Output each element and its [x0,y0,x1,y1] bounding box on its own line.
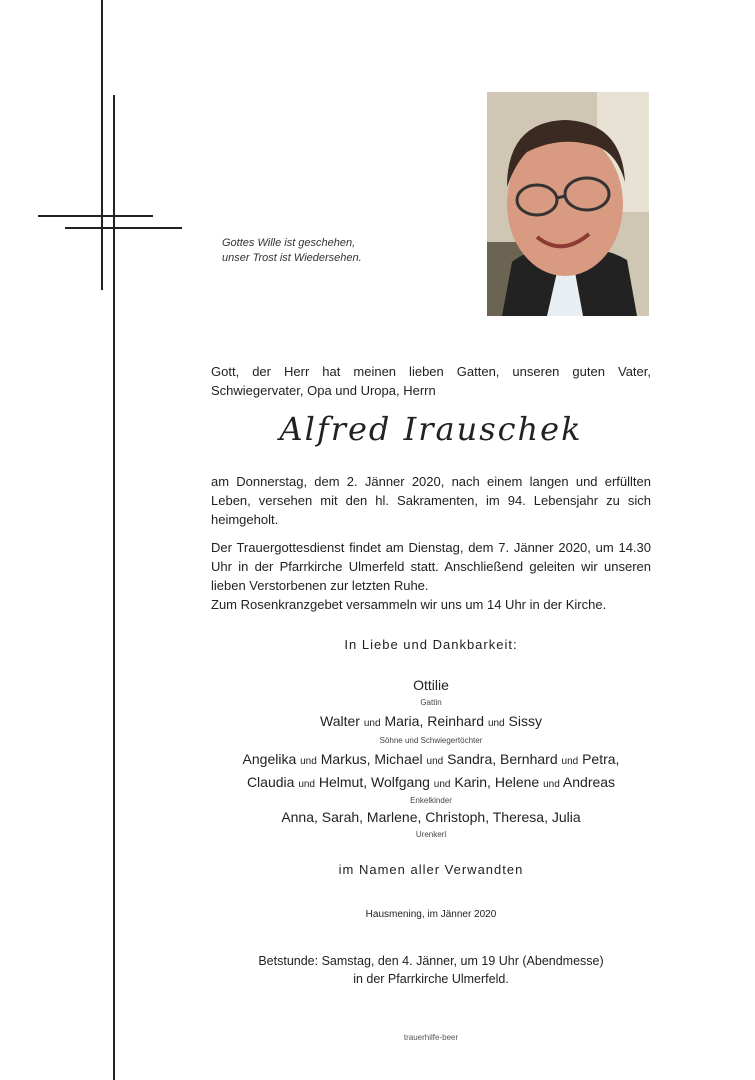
wife-name: Ottilie [413,677,449,693]
child-name: Walter [320,713,360,729]
in-name-of-relatives: im Namen aller Verwandten [338,862,524,877]
grandchildren-line-1 [211,749,651,772]
und-word: und [426,756,444,767]
family-great-grandchildren [211,809,651,843]
funeral-info: Der Trauergottesdienst findet am Dienstag, dem 7. Jänner 2020, um 14.30 Uhr in der Pfarrkirche Ulmerfeld statt. Anschließend geleiten wir unseren lieben Verstorbenen zur letzten Ruhe. [211,540,651,593]
und-word: und [363,718,381,729]
rosary-info: Zum Rosenkranzgebet versammeln wir uns um 14 Uhr in der Kirche. [211,597,607,612]
great-grandchildren-role: Urenkerl [415,830,447,839]
grandchild-name: Helmut, Wolfgang [318,774,430,790]
death-announcement: am Donnerstag, dem 2. Jänner 2020, nach einem langen und erfüllten Leben, versehen mit den hl. Sakramenten, im 94. Lebensjahr zu sich heimgeholt. [211,474,651,527]
portrait-illustration [487,92,649,316]
grandchild-name: Andreas [562,774,616,790]
cross-vertical-line-1 [101,0,103,290]
und-word: und [298,779,315,790]
grandchild-name: Karin, Helene [454,774,540,790]
cross-horizontal-line-2 [65,227,182,229]
children-role: Söhne und Schwiegertöchter [379,736,483,745]
und-word: und [487,718,505,729]
grandchild-name: Markus, Michael [320,751,423,767]
und-word: und [433,779,451,790]
children-names [211,713,651,732]
family-children [211,713,651,749]
family-grandchildren [211,749,651,807]
und-word: und [561,756,579,767]
grandchildren-role: Enkelkinder [410,796,452,805]
in-love-heading: In Liebe und Dankbarkeit: [344,637,518,652]
wife-role: Gattin [420,698,442,707]
footer-credit: trauerhilfe-beer [403,1033,459,1042]
family-wife [211,677,651,711]
child-name: Sissy [508,713,542,729]
great-grandchildren-names: Anna, Sarah, Marlene, Christoph, Theresa, Julia [281,809,581,825]
grandchild-name: Petra, [582,751,620,767]
motto-line-2: unser Trost ist Wiedersehen. [222,252,362,264]
intro-text: Gott, der Herr hat meinen lieben Gatten, unseren guten Vater, Schwiegervater, Opa und Uropa, Herrn [211,364,651,398]
prayer-info [211,952,651,988]
prayer-line-2: in der Pfarrkirche Ulmerfeld. [353,972,509,986]
grandchild-name: Sandra, Bernhard [447,751,558,767]
cross-horizontal-line-1 [38,215,153,217]
place-date: Hausmening, im Jänner 2020 [365,909,497,920]
grandchild-name: Claudia [246,774,295,790]
prayer-line-1: Betstunde: Samstag, den 4. Jänner, um 19 Uhr (Abendmesse) [258,954,604,968]
cross-vertical-line-2 [113,95,115,1080]
grandchild-name: Angelika [242,751,297,767]
deceased-name: Alfred Irauschek [279,410,583,448]
motto [222,236,442,266]
und-word: und [300,756,317,767]
motto-line-1: Gottes Wille ist geschehen, [222,237,356,249]
grandchildren-line-2 [211,772,651,795]
und-word: und [543,779,560,790]
portrait-photo [487,92,649,316]
child-name: Maria, Reinhard [384,713,485,729]
